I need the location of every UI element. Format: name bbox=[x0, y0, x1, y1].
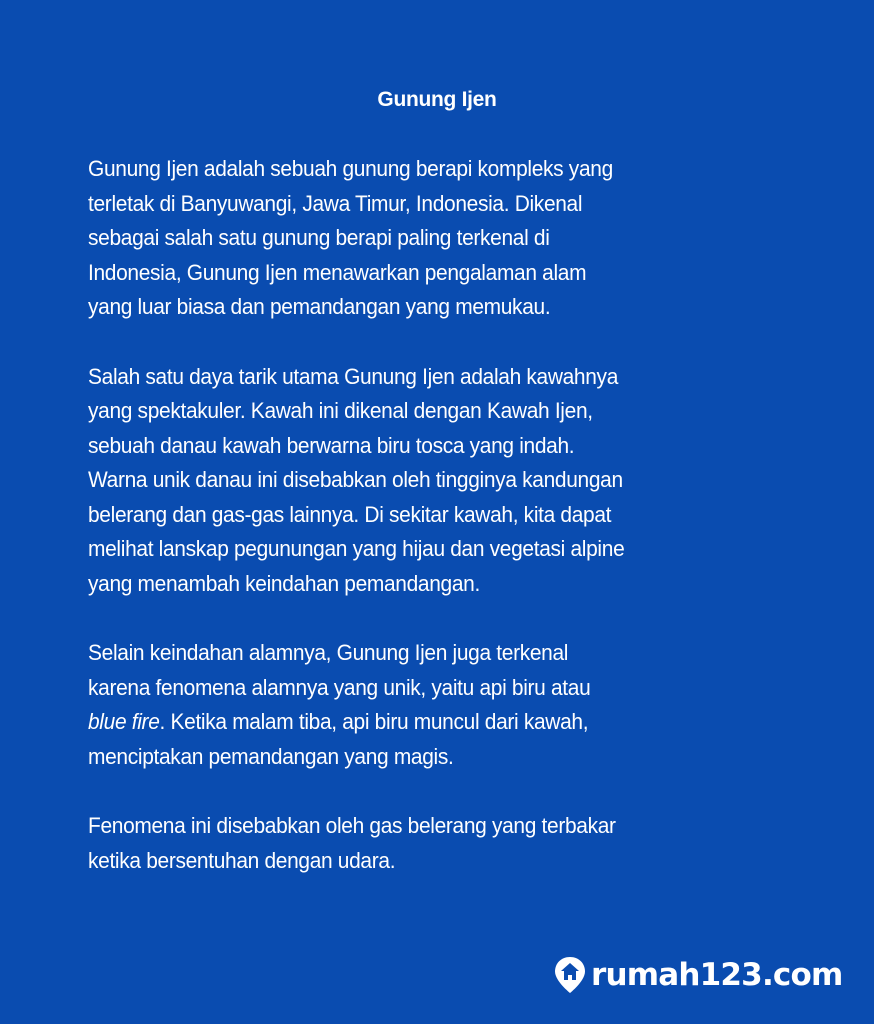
text-line: Selain keindahan alamnya, Gunung Ijen juga terkenal bbox=[88, 640, 569, 665]
text-line: yang spektakuler. Kawah ini dikenal dengan Kawah Ijen, bbox=[88, 398, 593, 423]
text-line bbox=[88, 705, 758, 740]
text-line: terletak di Banyuwangi, Jawa Timur, Indonesia. Dikenal bbox=[88, 190, 583, 216]
text-line: Indonesia, Gunung Ijen menawarkan pengalaman alam bbox=[88, 259, 587, 285]
location-pin-house-icon bbox=[553, 955, 587, 995]
paragraph-1 bbox=[88, 152, 808, 325]
brand-name: rumah123.com bbox=[591, 957, 843, 993]
text-line: sebuah danau kawah berwarna biru tosca yang indah. bbox=[88, 432, 575, 458]
text-line: sebagai salah satu gunung berapi paling terkenal di bbox=[88, 225, 550, 250]
italic-term: blue fire bbox=[88, 709, 160, 734]
text-line: karena fenomena alamnya yang unik, yaitu api biru atau bbox=[88, 674, 591, 700]
text-line: Fenomena ini disebabkan oleh gas belerang yang terbakar bbox=[88, 813, 616, 838]
page-title: Gunung Ijen bbox=[377, 88, 497, 111]
text-line: menciptakan pemandangan yang magis. bbox=[88, 743, 454, 769]
text-line: Salah satu daya tarik utama Gunung Ijen adalah kawahnya bbox=[88, 363, 619, 389]
text-fragment: . Ketika malam tiba, api biru muncul dari kawah, bbox=[159, 709, 589, 734]
article-body bbox=[88, 152, 808, 913]
paragraph-3 bbox=[88, 636, 808, 774]
text-line: belerang dan gas-gas lainnya. Di sekitar kawah, kita dapat bbox=[88, 501, 612, 527]
paragraph-4 bbox=[88, 809, 808, 878]
text-line: Warna unik danau ini disebabkan oleh tingginya kandungan bbox=[88, 467, 623, 492]
text-line: ketika bersentuhan dengan udara. bbox=[88, 847, 396, 873]
text-line: yang menambah keindahan pemandangan. bbox=[88, 570, 480, 596]
paragraph-2 bbox=[88, 360, 808, 602]
text-line: Gunung Ijen adalah sebuah gunung berapi kompleks yang bbox=[88, 156, 613, 181]
brand-logo bbox=[553, 955, 843, 995]
text-line: melihat lanskap pegunungan yang hijau dan vegetasi alpine bbox=[88, 536, 625, 561]
text-line: yang luar biasa dan pemandangan yang memukau. bbox=[88, 294, 551, 319]
